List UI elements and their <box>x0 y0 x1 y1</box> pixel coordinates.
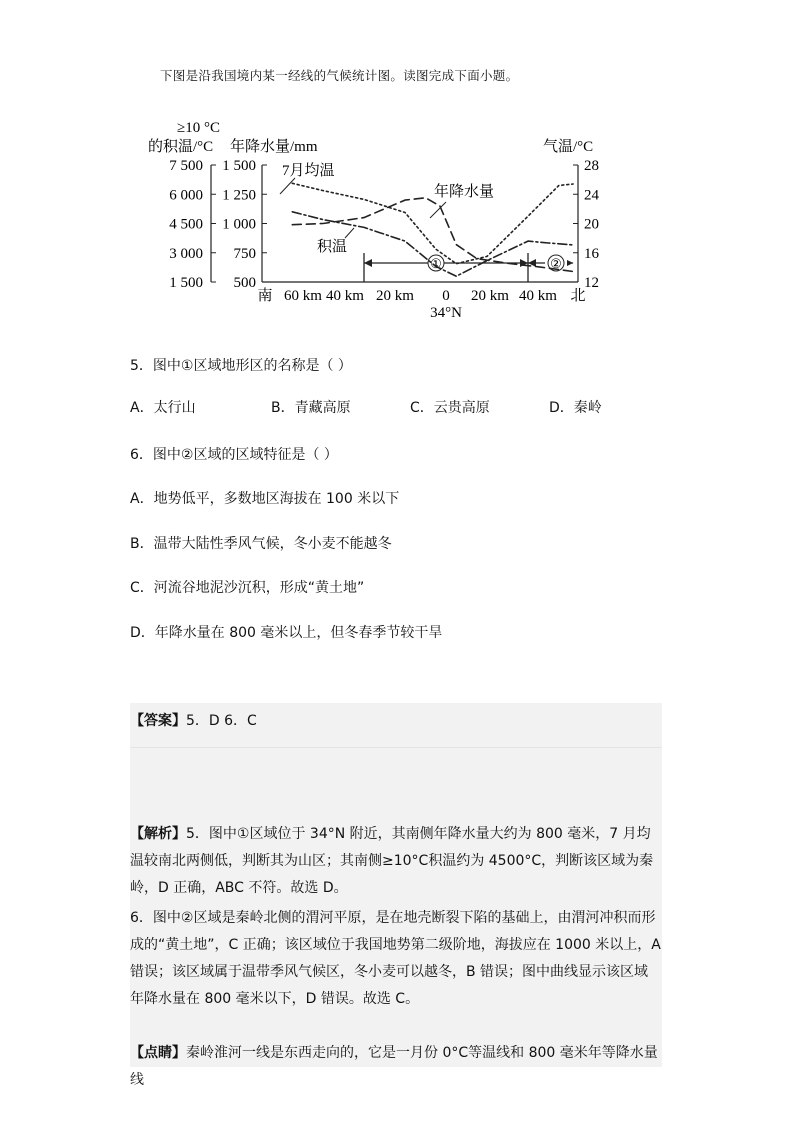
analysis-label: 【解析】 <box>130 826 186 842</box>
x-tick-label: 0 <box>442 288 450 304</box>
x-tick-label: 北 <box>570 288 586 304</box>
question-5-stem: 5．图中①区域地形区的名称是（ ） <box>130 358 352 374</box>
left2-tick-label: 500 <box>233 275 256 291</box>
leader-accum-temp <box>345 228 354 238</box>
right-tick-label: 16 <box>584 245 599 262</box>
left-axis-2 <box>222 137 318 291</box>
q5-option-c[interactable]: C．云贵高原 <box>410 400 490 416</box>
right-tick-label: 20 <box>584 216 599 233</box>
x-axis-ticks <box>257 287 585 304</box>
right-axis-title: 气温/°C <box>543 139 594 155</box>
answer-line <box>130 708 662 735</box>
climate-chart <box>140 110 620 325</box>
answer-label: 【答案】 <box>130 713 186 729</box>
x-tick-label: 40 km <box>326 288 364 304</box>
left2-tick-label: 750 <box>233 245 256 262</box>
left-axis1-title-line2: 的积温/°C <box>148 139 214 155</box>
q6-option-d[interactable]: D．年降水量在 800 毫米以上，但冬春季节较干旱 <box>130 625 443 641</box>
x-tick-label: 20 km <box>471 288 509 304</box>
left1-tick-label: 6 000 <box>169 187 203 204</box>
x-tick-label: 60 km <box>284 288 322 304</box>
tip-line <box>130 1040 662 1094</box>
left-axis-1 <box>148 120 220 291</box>
x-tick-label: 南 <box>257 288 273 304</box>
question-5-options <box>130 397 650 419</box>
q5-option-a[interactable]: A．太行山 <box>130 400 196 416</box>
left1-tick-label: 7 500 <box>169 158 203 174</box>
question-6-stem: 6．图中②区域的区域特征是（ ） <box>130 447 338 463</box>
right-tick-label: 24 <box>584 187 599 204</box>
x-sublabel: 34°N <box>430 305 462 321</box>
right-tick-label: 28 <box>584 158 599 174</box>
series-label-accum-temp: 积温 <box>317 239 348 255</box>
analysis-q5-text: 5．图中①区域位于 34°N 附近，其南侧年降水量大约为 800 毫米，7 月均温较南北两侧低，判断其为山区；其南侧≥10°C积温约为 4500°C，判断该区域为秦岭，D 正确，ABC 不符。故选 D。 <box>130 826 654 896</box>
region-2-label: ② <box>550 256 562 271</box>
left-axis1-title-line1: ≥10 °C <box>177 120 220 136</box>
analysis-q5 <box>130 821 662 902</box>
left1-tick-label: 1 500 <box>169 275 203 291</box>
q5-option-b[interactable]: B．青藏高原 <box>271 400 351 416</box>
q6-option-b[interactable]: B．温带大陆性季风气候，冬小麦不能越冬 <box>130 536 392 552</box>
left-axis2-title: 年降水量/mm <box>230 139 318 155</box>
region-1-arrow-left <box>364 259 372 267</box>
x-tick-label: 40 km <box>519 288 557 304</box>
left2-tick-label: 1 500 <box>222 158 256 174</box>
tip-label: 【点睛】 <box>130 1045 186 1061</box>
q6-option-c[interactable]: C．河流谷地泥沙沉积，形成“黄土地” <box>130 580 365 596</box>
left1-tick-label: 3 000 <box>169 245 203 262</box>
q6-option-a[interactable]: A．地势低平，多数地区海拔在 100 米以下 <box>130 491 400 507</box>
left1-tick-label: 4 500 <box>169 216 203 233</box>
answer-text: 5．D 6．C <box>186 713 257 729</box>
tip-text: 秦岭淮河一线是东西走向的，它是一月份 0°C等温线和 800 毫米年等降水量线 <box>130 1045 658 1088</box>
series-label-july-temp: 7月均温 <box>282 163 335 179</box>
series-label-precip: 年降水量 <box>434 184 495 200</box>
leader-precip <box>430 202 446 218</box>
x-tick-label: 20 km <box>376 288 414 304</box>
left2-tick-label: 1 250 <box>222 187 256 204</box>
intro-text: 下图是沿我国境内某一经线的气候统计图。读图完成下面小题。 <box>160 68 519 83</box>
left2-tick-label: 1 000 <box>222 216 256 233</box>
q5-option-d[interactable]: D．秦岭 <box>549 400 602 416</box>
series-labels <box>280 162 494 255</box>
leader-july-temp <box>280 178 295 194</box>
analysis-q6: 6．图中②区域是秦岭北侧的渭河平原，是在地壳断裂下陷的基础上，由渭河冲积而形成的“黄土地”，C 正确；该区域位于我国地势第二级阶地，海拔应在 1000 米以上，A 错误；该区域属于温带季风气候区，冬小麦可以越冬，B 错误；图中曲线显示该区域年降水量在 800 毫米以下，D 错误。故选 C。 <box>130 910 661 1007</box>
region-1-label: ① <box>430 256 442 271</box>
right-tick-label: 12 <box>584 275 599 291</box>
